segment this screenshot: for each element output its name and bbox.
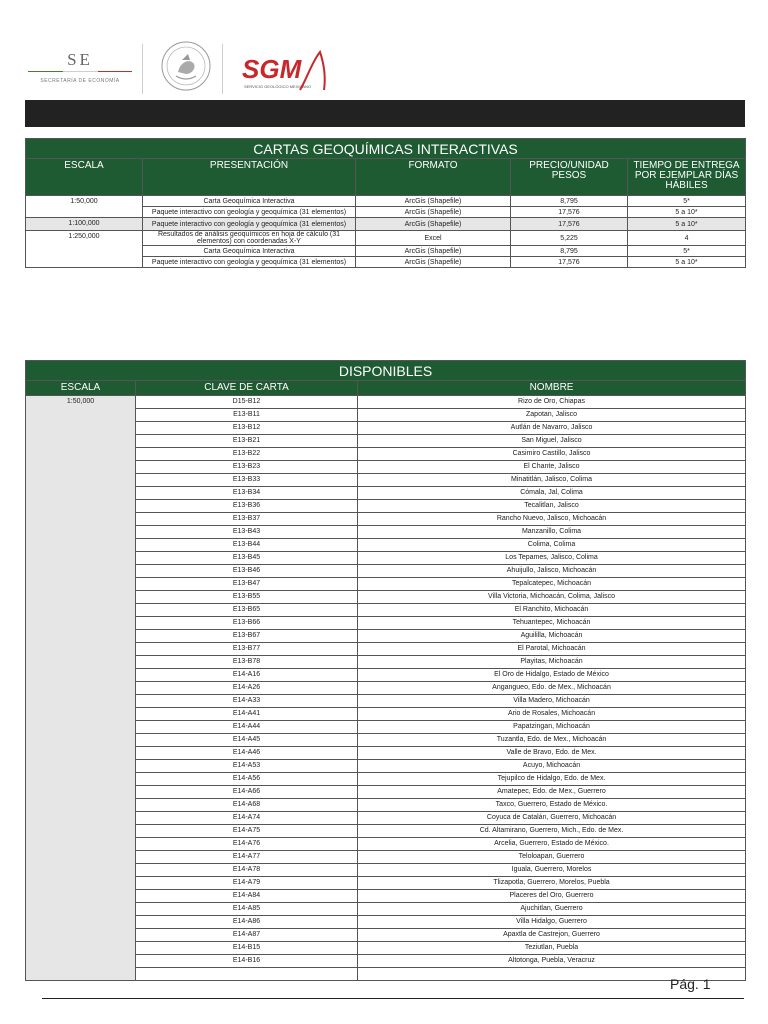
chart-name-cell: Valle de Bravo, Edo. de Mex.: [358, 747, 746, 760]
chart-key-cell: E13-B37: [136, 513, 358, 526]
chart-key-cell: E14-A75: [136, 825, 358, 838]
chart-key-cell: E14-A45: [136, 734, 358, 747]
chart-key-cell: E14-A76: [136, 838, 358, 851]
chart-key-cell: E14-B15: [136, 942, 358, 955]
chart-key-cell: E13-B46: [136, 565, 358, 578]
chart-name-cell: Coyuca de Catalán, Guerrero, Michoacán: [358, 812, 746, 825]
presentation-cell: Paquete interactivo con geología y geoquímica (31 elementos): [143, 218, 356, 231]
sgm-subtitle: SERVICIO GEOLÓGICO MEXICANO: [244, 84, 312, 89]
table-row: [26, 218, 746, 231]
chart-name-cell: Rizo de Oro, Chiapas: [358, 396, 746, 409]
chart-key-cell: E13-B45: [136, 552, 358, 565]
delivery-cell: 5*: [628, 196, 746, 207]
column-header: FORMATO: [356, 159, 511, 196]
chart-key-cell: E14-A77: [136, 851, 358, 864]
price-cell: 17,576: [511, 218, 628, 231]
chart-name-cell: Minatitlán, Jalisco, Colima: [358, 474, 746, 487]
chart-name-cell: Teziutlan, Puebla: [358, 942, 746, 955]
chart-key-cell: E14-A84: [136, 890, 358, 903]
format-cell: ArcGis (Shapefile): [356, 218, 511, 231]
price-cell: 5,225: [511, 231, 628, 246]
se-logo-text: SE: [67, 50, 93, 69]
chart-name-cell: Playitas, Michoacán: [358, 656, 746, 669]
chart-name-cell: Tepalcatepec, Michoacán: [358, 578, 746, 591]
chart-name-cell: Autlán de Navarro, Jalisco: [358, 422, 746, 435]
chart-key-cell: E14-A68: [136, 799, 358, 812]
chart-name-cell: Apaxtla de Castrejon, Guerrero: [358, 929, 746, 942]
national-seal-icon: [160, 40, 212, 92]
chart-name-cell: El Ranchito, Michoacán: [358, 604, 746, 617]
column-header: TIEMPO DE ENTREGA POR EJEMPLAR DÍAS HÁBILES: [628, 159, 746, 196]
chart-name-cell: Angangueo, Edo. de Mex., Michoacán: [358, 682, 746, 695]
table-title: CARTAS GEOQUÍMICAS INTERACTIVAS: [26, 139, 746, 159]
chart-name-cell: Villa Victoria, Michoacán, Colima, Jalisco: [358, 591, 746, 604]
chart-name-cell: Cd. Altamirano, Guerrero, Mich., Edo. de Mex.: [358, 825, 746, 838]
chart-name-cell: Ahuijullo, Jalisco, Michoacán: [358, 565, 746, 578]
chart-name-cell: Aguililla, Michoacán: [358, 630, 746, 643]
presentation-cell: Paquete interactivo con geología y geoquímica (31 elementos): [143, 207, 356, 218]
chart-name-cell: Zapotan, Jalisco: [358, 409, 746, 422]
page-number: Pág. 1: [670, 976, 711, 992]
price-cell: 8,795: [511, 196, 628, 207]
chart-name-cell: Arcelia, Guerrero, Estado de México.: [358, 838, 746, 851]
chart-key-cell: E14-A66: [136, 786, 358, 799]
chart-name-cell: El Chante, Jalisco: [358, 461, 746, 474]
chart-key-cell: E13-B34: [136, 487, 358, 500]
header-logos: [0, 0, 768, 100]
price-cell: 17,576: [511, 257, 628, 268]
sgm-logo-text: SGM: [242, 54, 302, 84]
chart-name-cell: Teloloapan, Guerrero: [358, 851, 746, 864]
chart-key-cell: E13-B11: [136, 409, 358, 422]
chart-name-cell: Iguala, Guerrero, Morelos: [358, 864, 746, 877]
chart-key-cell: E13-B12: [136, 422, 358, 435]
chart-name-cell: Tecalitlan, Jalisco: [358, 500, 746, 513]
format-cell: ArcGis (Shapefile): [356, 257, 511, 268]
chart-key-cell: E14-A16: [136, 669, 358, 682]
column-header: ESCALA: [26, 381, 136, 396]
delivery-cell: 5 a 10*: [628, 257, 746, 268]
table-row: [26, 231, 746, 246]
presentation-cell: Resultados de análisis geoquímicos en hoja de cálculo (31 elementos) con coordenadas X-Y: [143, 231, 356, 246]
chart-key-cell: E14-A46: [136, 747, 358, 760]
scale-cell: 1:50,000: [26, 396, 136, 981]
chart-key-cell: E13-B21: [136, 435, 358, 448]
chart-name-cell: El Oro de Hidalgo, Estado de México: [358, 669, 746, 682]
chart-key-cell: E14-A87: [136, 929, 358, 942]
chart-key-cell: E14-A86: [136, 916, 358, 929]
chart-name-cell: Tuzantla, Edo. de Mex., Michoacán: [358, 734, 746, 747]
chart-name-cell: Placeres del Oro, Guerrero: [358, 890, 746, 903]
column-header: PRESENTACIÓN: [143, 159, 356, 196]
chart-name-cell: Tlizapotla, Guerrero, Morelos, Puebla: [358, 877, 746, 890]
chart-name-cell: San Miguel, Jalisco: [358, 435, 746, 448]
table-row: [26, 196, 746, 207]
format-cell: Excel: [356, 231, 511, 246]
chart-name-cell: Altotonga, Puebla, Veracruz: [358, 955, 746, 968]
chart-key-cell: E13-B23: [136, 461, 358, 474]
delivery-cell: 4: [628, 231, 746, 246]
presentation-cell: Paquete interactivo con geología y geoquímica (31 elementos): [143, 257, 356, 268]
chart-name-cell: Casimiro Castillo, Jalisco: [358, 448, 746, 461]
dark-banner: [25, 100, 745, 127]
presentation-cell: Carta Geoquímica Interactiva: [143, 246, 356, 257]
geochem-charts-table: [25, 138, 746, 268]
chart-name-cell: Taxco, Guerrero, Estado de México.: [358, 799, 746, 812]
chart-key-cell: E13-B78: [136, 656, 358, 669]
chart-key-cell: [136, 968, 358, 981]
column-header: CLAVE DE CARTA: [136, 381, 358, 396]
chart-key-cell: E14-A33: [136, 695, 358, 708]
chart-name-cell: Villa Hidalgo, Guerrero: [358, 916, 746, 929]
table-title: DISPONIBLES: [26, 361, 746, 381]
se-subtitle: SECRETARÍA DE ECONOMÍA: [40, 78, 120, 84]
chart-key-cell: E13-B33: [136, 474, 358, 487]
chart-name-cell: Cómala, Jal, Colima: [358, 487, 746, 500]
scale-cell: 1:250,000: [26, 231, 143, 268]
chart-key-cell: E13-B55: [136, 591, 358, 604]
chart-name-cell: Acuyo, Michoacán: [358, 760, 746, 773]
chart-name-cell: Tehuantepec, Michoacán: [358, 617, 746, 630]
chart-key-cell: E13-B36: [136, 500, 358, 513]
chart-key-cell: E13-B22: [136, 448, 358, 461]
chart-name-cell: El Parotal, Michoacán: [358, 643, 746, 656]
chart-key-cell: D15-B12: [136, 396, 358, 409]
scale-cell: 1:100,000: [26, 218, 143, 231]
chart-name-cell: Manzanillo, Colima: [358, 526, 746, 539]
chart-name-cell: Colima, Colima: [358, 539, 746, 552]
chart-name-cell: Amatepec, Edo. de Mex., Guerrero: [358, 786, 746, 799]
chart-key-cell: E14-B16: [136, 955, 358, 968]
chart-key-cell: E14-A74: [136, 812, 358, 825]
format-cell: ArcGis (Shapefile): [356, 196, 511, 207]
chart-name-cell: Los Tepames, Jalisco, Colima: [358, 552, 746, 565]
column-header: PRECIO/UNIDAD PESOS: [511, 159, 628, 196]
price-cell: 17,576: [511, 207, 628, 218]
chart-name-cell: Ario de Rosales, Michoacán: [358, 708, 746, 721]
chart-name-cell: Ajuchitlan, Guerrero: [358, 903, 746, 916]
delivery-cell: 5 a 10*: [628, 218, 746, 231]
column-header: ESCALA: [26, 159, 143, 196]
delivery-cell: 5 a 10*: [628, 207, 746, 218]
chart-key-cell: E14-A85: [136, 903, 358, 916]
chart-key-cell: E14-A78: [136, 864, 358, 877]
column-header: NOMBRE: [358, 381, 746, 396]
chart-key-cell: E13-B43: [136, 526, 358, 539]
delivery-cell: 5*: [628, 246, 746, 257]
chart-key-cell: E14-A41: [136, 708, 358, 721]
chart-key-cell: E13-B44: [136, 539, 358, 552]
chart-key-cell: E14-A44: [136, 721, 358, 734]
chart-name-cell: Villa Madero, Michoacán: [358, 695, 746, 708]
format-cell: ArcGis (Shapefile): [356, 246, 511, 257]
chart-key-cell: E13-B77: [136, 643, 358, 656]
se-logo: [28, 50, 132, 84]
format-cell: ArcGis (Shapefile): [356, 207, 511, 218]
chart-key-cell: E14-A26: [136, 682, 358, 695]
chart-key-cell: E13-B47: [136, 578, 358, 591]
chart-key-cell: E13-B65: [136, 604, 358, 617]
chart-key-cell: E13-B67: [136, 630, 358, 643]
chart-name-cell: Tejupilco de Hidalgo, Edo. de Mex.: [358, 773, 746, 786]
chart-key-cell: E14-A53: [136, 760, 358, 773]
price-cell: 8,795: [511, 246, 628, 257]
presentation-cell: Carta Geoquímica Interactiva: [143, 196, 356, 207]
chart-name-cell: Papatzingan, Michoacán: [358, 721, 746, 734]
se-tricolor-lines: [28, 71, 132, 75]
chart-key-cell: E14-A56: [136, 773, 358, 786]
chart-key-cell: E14-A79: [136, 877, 358, 890]
footer-rule: [42, 998, 744, 999]
logo-divider: [142, 44, 143, 94]
available-charts-table: [25, 360, 746, 981]
chart-name-cell: Rancho Nuevo, Jalisco, Michoacán: [358, 513, 746, 526]
chart-key-cell: E13-B66: [136, 617, 358, 630]
table-row: [26, 396, 746, 409]
logo-divider: [222, 44, 223, 94]
scale-cell: 1:50,000: [26, 196, 143, 218]
